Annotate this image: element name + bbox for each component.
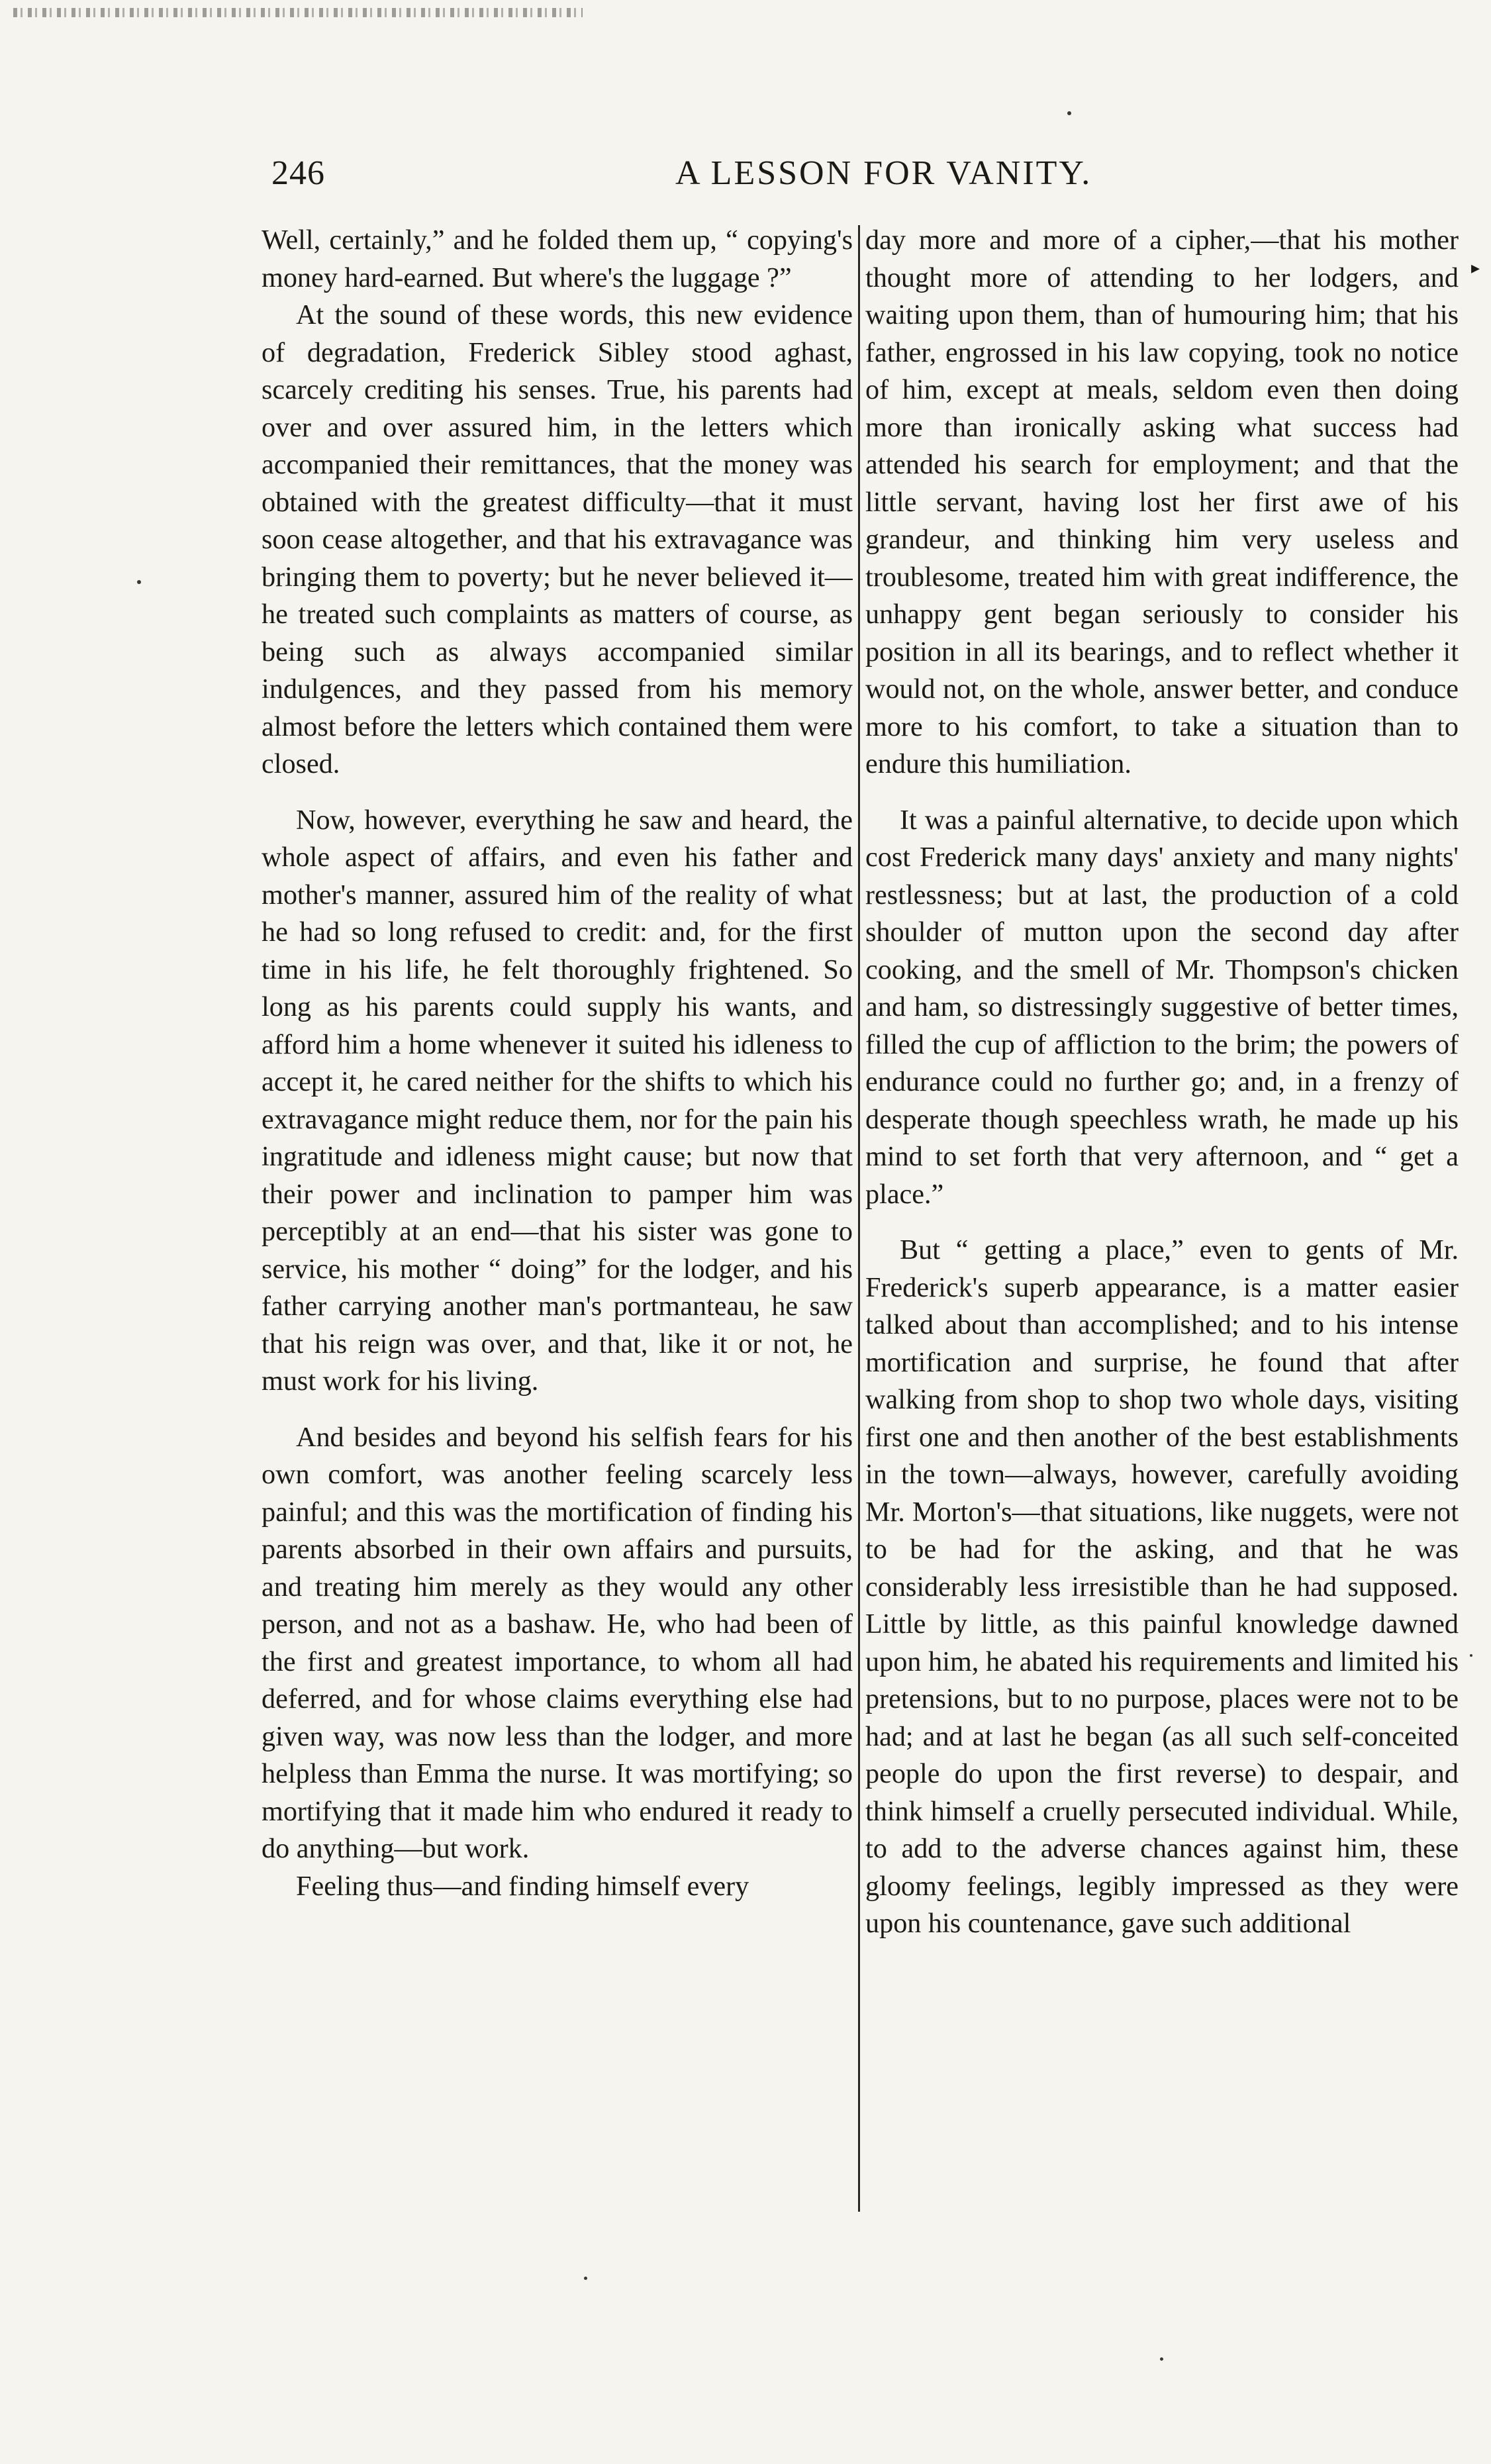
paragraph: Feeling thus—and finding himself every (296, 1870, 749, 1902)
paragraph: Now, however, everything he saw and heard, the whole aspect of affairs, and even his father and mother's manner, assured him of the reality of what he had so long refused to credit: and, for the first time in his life, he felt thoroughly frightened. So long as his parents could supply his wants, and afford him a home whenever it suited his idleness to accept it, he cared neither for the shifts to which his extravagance might reduce them, nor for the pain his ingratitude and idleness might cause; but now that their power and inclination to pamper him was perceptibly at an end—that his sister was gone to service, his mother “ doing” for the lodger, and his father carrying another man's portmanteau, he saw that his reign was over, and that, like it or not, he must work for his living. (262, 804, 853, 1397)
paragraph: It was a painful alternative, to decide upon which cost Frederick many days' anxiety and many nights' restlessness; but at last, the production of a cold shoulder of mutton upon the second day after cooking, and the smell of Mr. Thompson's chicken and ham, so distressingly suggestive of better times, filled the cup of affliction to the brim; the powers of endurance could no further go; and, in a frenzy of desperate though speechless wrath, he made up his mind to set forth that very afternoon, and “ get a place.” (865, 804, 1459, 1210)
running-title: A LESSON FOR VANITY. (675, 154, 1092, 192)
scan-speck (1160, 2357, 1163, 2361)
paragraph: At the sound of these words, this new evidence of degradation, Frederick Sibley stood aghast, scarcely crediting his senses. True, his parents had over and over assured him, in the letters which accompanied their remittances, that the money was obtained with the greatest difficulty—that it must soon cease altogether, and that his extravagance was bringing them to poverty; but he never believed it—he treated such complaints as matters of course, as being such as always accompanied similar indulgences, and they passed from his memory almost before the letters which contained them were closed. (262, 299, 853, 779)
page-header (271, 154, 1092, 200)
scan-speck (137, 580, 141, 584)
margin-arrow-mark: ▸ (1471, 258, 1480, 277)
paragraph: Well, certainly,” and he folded them up, “ copying's money hard-earned. But where's the luggage ?” (262, 224, 853, 293)
left-column (262, 222, 853, 2212)
scan-speck (1067, 111, 1071, 115)
paragraph: And besides and beyond his selfish fears for his own comfort, was another feeling scarcely less painful; and this was the mortification of finding his parents absorbed in their own affairs and pursuits, and treating him merely as they would any other person, and not as a bashaw. He, who had been of the first and greatest importance, to whom all had deferred, and for whose claims everything else had given way, was now less than the lodger, and more helpless than Emma the nurse. It was mortifying; so mortifying that it made him who endured it ready to do anything—but work. (262, 1421, 853, 1864)
paragraph: day more and more of a cipher,—that his mother thought more of attending to her lodgers, and waiting upon them, than of humouring him; that his father, engrossed in his law copying, took no notice of him, except at meals, seldom even then doing more than ironically asking what success had attended his search for employment; and that the little servant, having lost her first awe of his grandeur, and thinking him very useless and troublesome, treated him with great indifference, the unhappy gent began seriously to consider his position in all its bearings, and to reflect whether it would not, on the whole, answer better, and conduce more to his comfort, to take a situation than to endure this humiliation. (865, 224, 1459, 779)
column-divider (858, 225, 860, 2212)
page-number: 246 (271, 154, 325, 192)
scan-speck (584, 2277, 587, 2280)
paragraph: But “ getting a place,” even to gents of Mr. Frederick's superb appearance, is a matter easier talked about than accomplished; and to his intense mortification and surprise, he found that after walking from shop to shop two whole days, visiting first one and then another of the best establishments in the town—always, however, carefully avoiding Mr. Morton's—that situations, like nuggets, were not to be had for the asking, and that he was considerably less irresistible than he had supposed. Little by little, as this painful knowledge dawned upon him, he abated his requirements and limited his pretensions, but to no purpose, places were not to be had; and at last he began (as all such self-conceited people do upon the first reverse) to despair, and think himself a cruelly persecuted individual. While, to add to the adverse chances against him, these gloomy feelings, legibly impressed as they were upon his countenance, gave such additional (865, 1234, 1459, 1939)
scan-noise-strip (13, 8, 583, 17)
right-column (865, 222, 1459, 2212)
scan-speck (1470, 1654, 1472, 1657)
